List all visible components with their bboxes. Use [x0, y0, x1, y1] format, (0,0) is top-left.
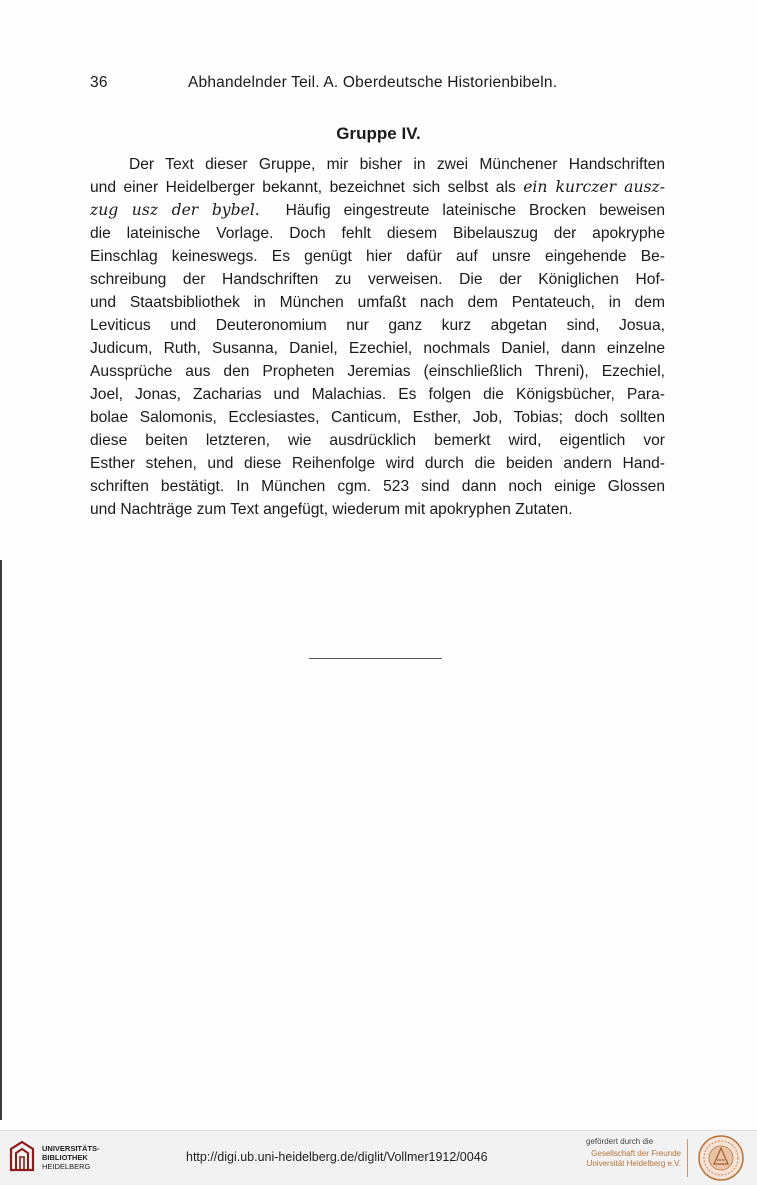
running-head: Abhandelnder Teil. A. Oberdeutsche Historienbibeln.	[188, 74, 558, 91]
text-line	[90, 176, 665, 199]
university-seal-icon[interactable]	[697, 1134, 745, 1182]
society-name-line: Gesellschaft der Freunde	[591, 1149, 681, 1158]
library-name	[42, 1144, 100, 1171]
text-line: Judicum, Ruth, Susanna, Daniel, Ezechiel, nochmals Daniel, dann einzelne	[90, 340, 665, 357]
society-name[interactable]	[585, 1149, 681, 1169]
italic-title: zug usz der bybel.	[90, 201, 260, 219]
library-name-line: BIBLIOTHEK	[42, 1153, 88, 1162]
body-paragraph	[90, 153, 665, 521]
library-name-line: HEIDELBERG	[42, 1162, 91, 1171]
library-name-line: UNIVERSITÄTS-	[42, 1144, 100, 1153]
page-number: 36	[90, 74, 108, 91]
text-line: schreibung der Handschriften zu verweisen. Die der Königlichen Hof-	[90, 271, 665, 288]
footer-divider	[687, 1139, 688, 1177]
text-line: Joel, Jonas, Zacharias und Malachias. Es folgen die Königsbücher, Para-	[90, 386, 665, 403]
text-line: Leviticus und Deuteronomium nur ganz kurz abgetan sind, Josua,	[90, 317, 665, 334]
section-end-rule	[309, 658, 442, 659]
text-line: Esther stehen, und diese Reihenfolge wird durch die beiden andern Hand-	[90, 455, 665, 472]
permalink-url[interactable]: http://digi.ub.uni-heidelberg.de/diglit/Vollmer1912/0046	[186, 1150, 488, 1164]
text-line	[90, 199, 665, 222]
library-logo-icon[interactable]	[8, 1139, 36, 1173]
viewer-footer	[0, 1130, 757, 1185]
text-line: schriften bestätigt. In München cgm. 523 sind dann noch einige Glossen	[90, 478, 665, 495]
text-line: bolae Salomonis, Ecclesiastes, Canticum, Esther, Job, Tobias; doch sollten	[90, 409, 665, 426]
text-line: Aussprüche aus den Propheten Jeremias (einschließlich Threni), Ezechiel,	[90, 363, 665, 380]
text-line: Einschlag keineswegs. Es genügt hier dafür auf unsre eingehende Be-	[90, 248, 665, 265]
text-line: Der Text dieser Gruppe, mir bisher in zwei Münchener Handschriften	[129, 156, 665, 173]
text-line-part: und einer Heidelberger bekannt, bezeichnet sich selbst als	[90, 179, 516, 196]
text-line-part: Häufig eingestreute lateinische Brocken beweisen	[285, 202, 665, 219]
funded-by-label: gefördert durch die	[586, 1137, 654, 1146]
text-line: und Staatsbibliothek in München umfaßt nach dem Pentateuch, in dem	[90, 294, 665, 311]
text-line: die lateinische Vorlage. Doch fehlt diesem Bibelauszug der apokryphe	[90, 225, 665, 242]
text-line: und Nachträge zum Text angefügt, wiederum mit apokryphen Zutaten.	[90, 501, 573, 518]
text-line: diese beiten letzteren, wie ausdrücklich bemerkt wird, eigentlich vor	[90, 432, 665, 449]
page-header	[90, 74, 650, 98]
section-heading: Gruppe IV.	[336, 124, 421, 143]
society-name-line: Universität Heidelberg e.V.	[586, 1159, 681, 1168]
page-edge-shadow	[0, 560, 2, 1120]
italic-title: ein kurczer ausz-	[523, 178, 666, 196]
